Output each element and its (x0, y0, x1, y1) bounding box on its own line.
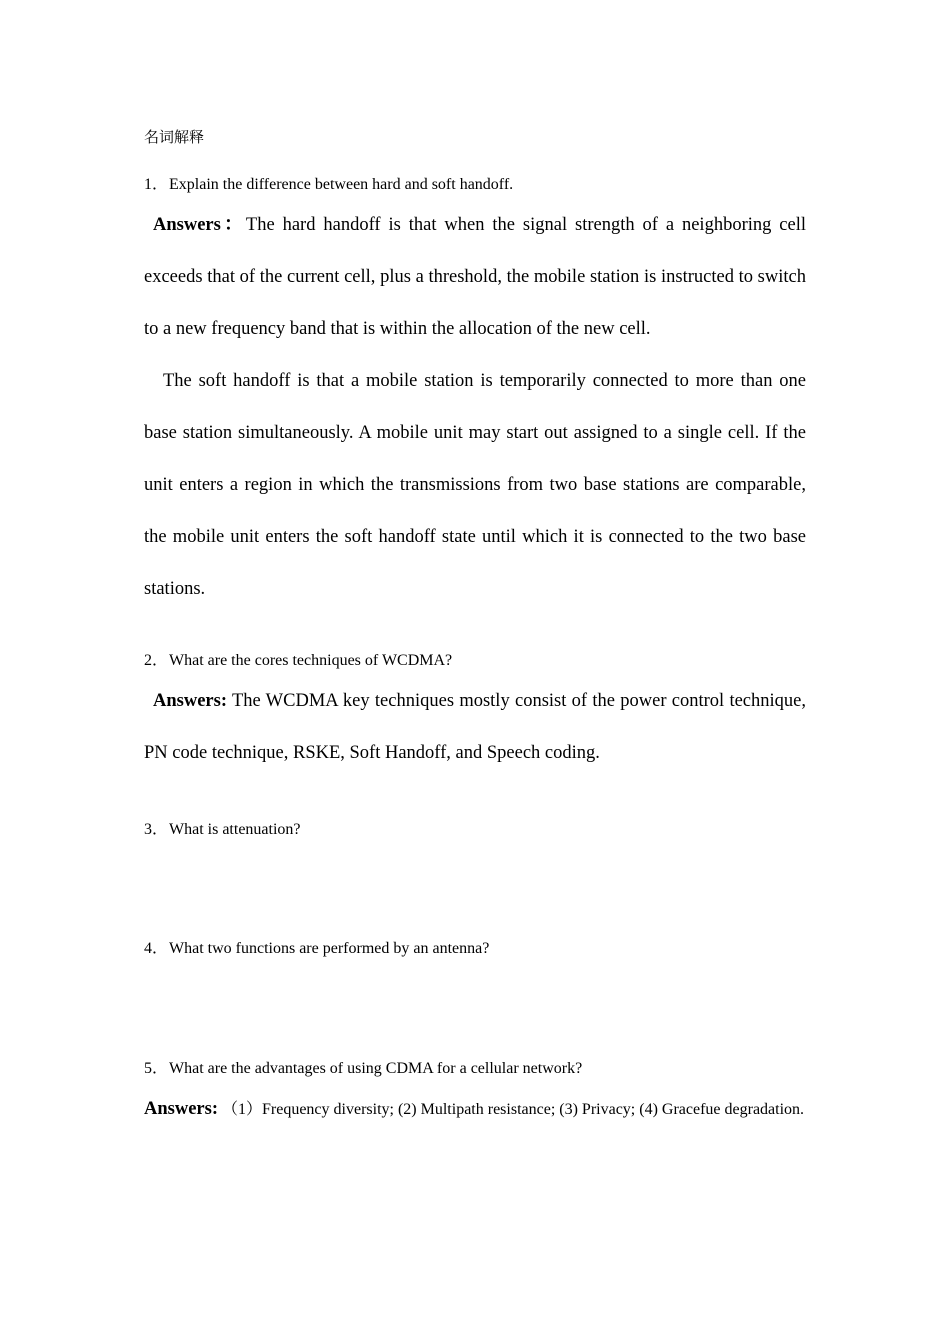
answer-2 (144, 675, 806, 779)
question-4 (144, 935, 489, 958)
answer-text: The hard handoff is that when the signal strength of a neighboring cell exceeds that of the current cell, plus a threshold, the mobile station is instructed to switch to a new frequency band that is within the allocation of the new cell. (144, 215, 806, 339)
answer-5 (144, 1083, 806, 1136)
question-2 (144, 647, 452, 670)
answer-label: Answers： (153, 215, 246, 235)
question-number: 4． (144, 940, 169, 957)
section-heading: 名词解释 (144, 128, 205, 146)
question-number: 2． (144, 652, 169, 669)
answer-text: The WCDMA key techniques mostly consist of the power control technique, PN code technique, RSKE, Soft Handoff, and Speech coding. (144, 691, 806, 763)
answer-text: （1）Frequency diversity; (2) Multipath resistance; (3) Privacy; (4) Gracefue degradation. (222, 1101, 805, 1118)
question-text: What are the cores techniques of WCDMA? (169, 652, 453, 669)
answer-text: The soft handoff is that a mobile station is temporarily connected to more than one base station simultaneously. A mobile unit may start out assigned to a single cell. If the unit enters a region in which the transmissions from two base stations are comparable, the mobile unit enters the soft handoff state until which it is connected to the two base stations. (144, 371, 806, 599)
question-text: What is attenuation? (169, 821, 301, 838)
answer-label: Answers: (153, 691, 227, 711)
answer-paragraph (144, 355, 806, 615)
question-number: 5． (144, 1060, 169, 1077)
question-number: 3． (144, 821, 169, 838)
answer-1 (144, 199, 806, 615)
answer-paragraph (144, 1083, 806, 1136)
answer-paragraph (144, 675, 806, 779)
question-5 (144, 1055, 582, 1078)
question-1 (144, 171, 513, 194)
question-3 (144, 816, 301, 839)
question-text: Explain the difference between hard and soft handoff. (169, 176, 514, 193)
question-text: What two functions are performed by an antenna? (169, 940, 490, 957)
question-number: 1． (144, 176, 169, 193)
question-text: What are the advantages of using CDMA for a cellular network? (169, 1060, 583, 1077)
answer-label: Answers: (144, 1099, 218, 1119)
answer-paragraph (144, 199, 806, 355)
